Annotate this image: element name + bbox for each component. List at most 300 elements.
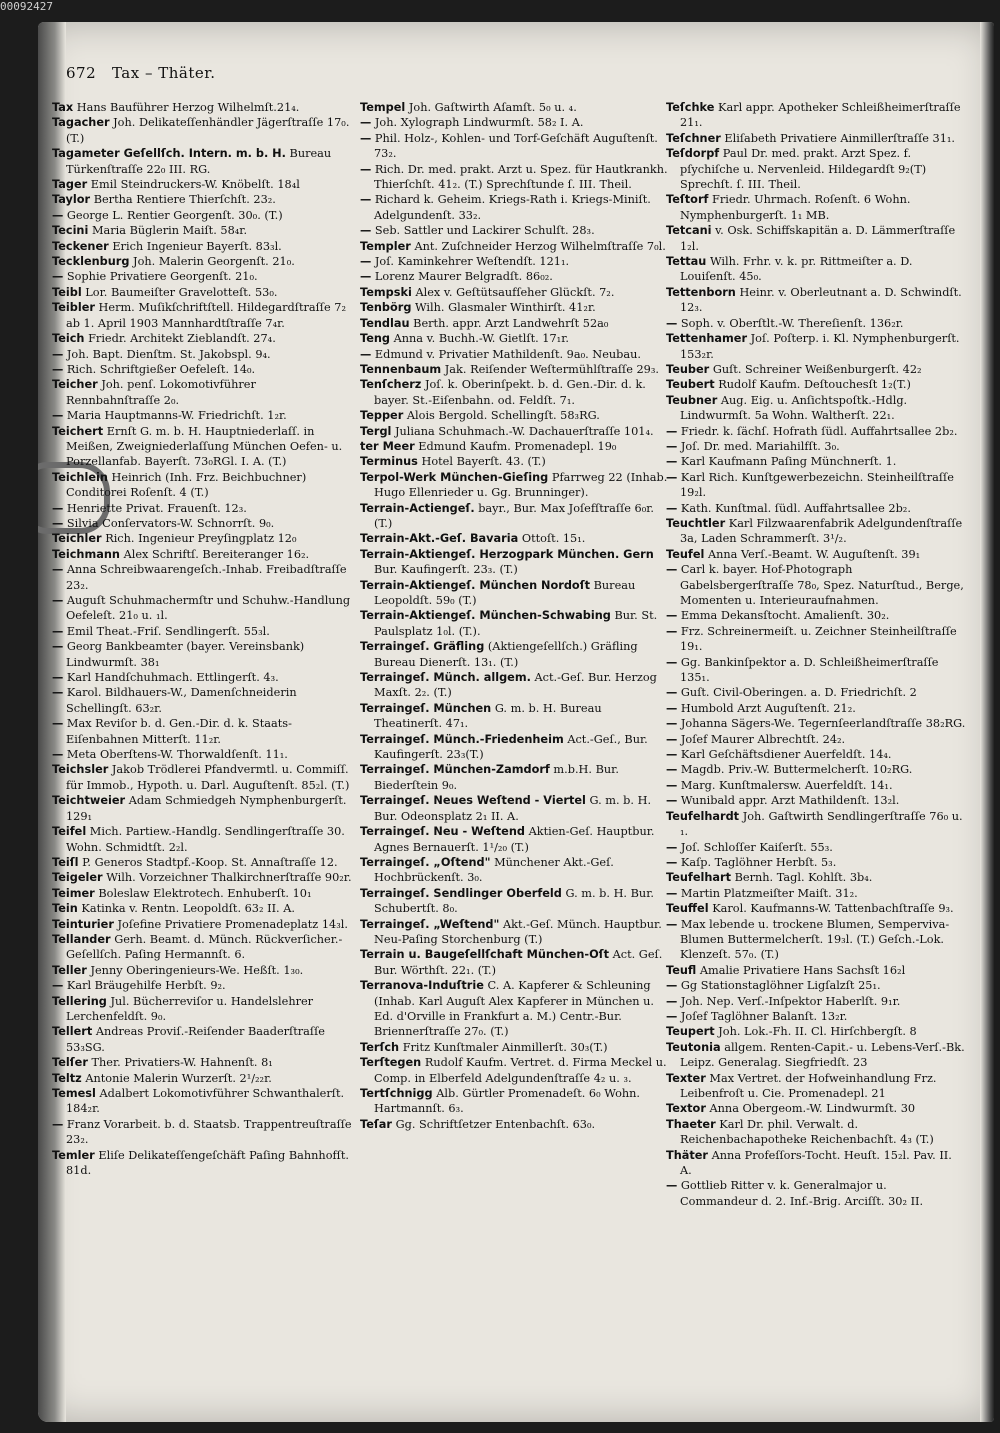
directory-entry (360, 578, 668, 609)
entry-details: Guſt. Schreiner Weißenburgerſt. 42₂ (712, 362, 922, 376)
entry-surname: Tein (52, 902, 78, 916)
directory-entry (360, 192, 668, 223)
entry-details: Aug. Eig. u. Anſichtspoſtk.-Hdlg. Lindwurmſt. 5a Wohn. Waltherſt. 22₁. (680, 393, 908, 423)
directory-entry (360, 670, 668, 701)
entry-details: Jak. Reiſender Weſtermühlſtraſſe 29₃. (444, 362, 659, 376)
entry-details: Paul Dr. med. prakt. Arzt Spez. f. pſychiſche u. Nervenleid. Hildegardſt 9₂(T) Sprechſt. ſ. III. Theil. (680, 147, 927, 192)
entry-surname: — (52, 594, 64, 607)
entry-surname: Teufelhardt (666, 809, 740, 823)
entry-surname: — (666, 655, 678, 669)
entry-details: Joh. Gaſtwirth Sendlingerſtraſſe 76₀ u. ₁. (680, 809, 963, 839)
page-number: 672 (66, 64, 97, 82)
directory-entry (52, 1024, 352, 1055)
directory-entry (52, 331, 352, 346)
entry-details: Karl Kaufmann Paſing Münchnerſt. 1. (680, 455, 897, 469)
entry-details: Friedr. Architekt Zieblandſt. 27₄. (88, 332, 276, 346)
entry-details: Anna v. Buchh.-W. Gietlſt. 17₁r. (393, 332, 569, 346)
entry-details: Lorenz Maurer Belgradſt. 86₀₂. (374, 270, 553, 284)
entry-surname: Tergl (360, 424, 392, 438)
entry-surname: — (360, 255, 372, 269)
entry-surname: — (666, 470, 678, 484)
entry-details: Joſef Maurer Albrechtſt. 24₂. (680, 732, 846, 746)
directory-entry (666, 316, 966, 331)
entry-surname: Teuber (666, 362, 710, 376)
entry-details: Jenny Oberingenieurs-We. Heßſt. 1₃₀. (90, 963, 304, 977)
entry-details: Guſt. Civil-Oberingen. a. D. Friedrichſt. 2 (680, 686, 917, 700)
entry-details: Ottoſt. 15₁. (521, 532, 586, 546)
directory-entry (52, 747, 352, 762)
entry-surname: — (52, 671, 64, 685)
entry-details: (Aktiengeſellſch.) Gräfling Bureau Dienerſt. 13₁. (T.) (374, 640, 638, 669)
entry-surname: Terraingeſ. Münch.-Friedenheim (360, 732, 564, 746)
page-header (66, 64, 216, 82)
entry-surname: Thäter (666, 1148, 709, 1162)
entry-surname: Teiſl (52, 855, 79, 869)
entry-details: Bertha Rentiere Thierſchſt. 23₂. (93, 193, 276, 207)
directory-entry (666, 685, 966, 700)
directory-entry (52, 886, 352, 901)
directory-entry (360, 239, 668, 254)
entry-details: Magdb. Priv.-W. Buttermelcherſt. 10₂RG. (680, 763, 913, 777)
directory-entry (52, 362, 352, 377)
entry-surname: — (52, 1117, 64, 1131)
entry-surname: Terraingeſ. „Oſtend" (360, 855, 491, 869)
entry-surname: Teſar (360, 1117, 392, 1131)
directory-entry (52, 501, 352, 516)
directory-entry (360, 947, 668, 978)
directory-entry (666, 131, 966, 146)
directory-entry (360, 855, 668, 886)
directory-entry (52, 1148, 352, 1179)
entry-details: Joh. Lok.-Fh. II. Cl. Hirſchbergſt. 8 (718, 1025, 917, 1039)
entry-surname: Tellander (52, 932, 111, 946)
entry-surname: — (360, 347, 372, 361)
entry-surname: Terrain-Aktiengeſ. München Nordoſt (360, 578, 591, 592)
entry-details: Jul. Bücherreviſor u. Handelslehrer Lerchenfeldſt. 9₀. (66, 994, 314, 1023)
entry-surname: Terraingeſ. Münch. allgem. (360, 671, 531, 685)
entry-details: Emil Theat.-Friſ. Sendlingerſt. 55₃l. (66, 624, 270, 638)
entry-surname: — (666, 563, 678, 577)
entry-details: Jakob Trödlerei Pfandvermtl. u. Commiſſ. für Immob., Hypoth. u. Darl. Auguſtenſt. 85₂l. (T.) (66, 763, 350, 792)
directory-entry (360, 470, 668, 501)
directory-entry (360, 439, 668, 454)
directory-entry (52, 408, 352, 423)
directory-entry (666, 840, 966, 855)
entry-details: Joſ. k. Oberinſpekt. b. d. Gen.-Dir. d. k. bayer. St.-Eiſenbahn. od. Feldſt. 7₁. (374, 378, 646, 407)
entry-details: G. m. b. H. Bur. Schubertſt. 8₀. (374, 886, 654, 916)
entry-details: Kath. Kunſtmal. ſüdl. Auffahrtsallee 2b₂. (680, 501, 911, 515)
entry-details: Alois Bergold. Schellingſt. 58₃RG. (406, 409, 600, 423)
directory-entry (360, 269, 668, 284)
directory-entry (52, 994, 352, 1025)
directory-entry (360, 347, 668, 362)
entry-surname: Terraingeſ. München (360, 701, 492, 715)
entry-surname: Tendlau (360, 316, 410, 330)
entry-details: Friedr. k. ſächſ. Hofrath ſüdl. Auffahrtsallee 2b₂. (680, 424, 958, 438)
entry-details: Act.-Geſ. Bur. Herzog Maxſt. 2₂. (T.) (374, 671, 657, 700)
entry-details: Fritz Kunſtmaler Ainmillerſt. 30₃(T.) (402, 1040, 608, 1054)
entry-details: bayr., Bur. Max Joſefſtraſſe 6₀r. (T.) (374, 501, 655, 530)
entry-surname: Teich (52, 332, 85, 346)
directory-entry (666, 377, 966, 392)
entry-surname: — (666, 855, 678, 869)
entry-details: v. Osk. Schiffskapitän a. D. Lämmerſtraſſe 1₂l. (680, 224, 956, 253)
entry-surname: Terrain-Aktiengeſ. Herzogpark München. Gern (360, 547, 654, 561)
entry-details: Joh. penſ. Lokomotivführer Rennbahnſtraſſe 2₀. (66, 378, 256, 407)
entry-surname: Taylor (52, 193, 91, 207)
entry-surname: Terraingeſ. Sendlinger Oberfeld (360, 886, 562, 900)
entry-surname: Tager (52, 178, 88, 192)
entry-details: Bur. Kaufingerſt. 23₃. (T.) (374, 563, 518, 577)
entry-surname: Tellering (52, 994, 107, 1008)
directory-entry (666, 146, 966, 192)
entry-details: Wilh. Vorzeichner Thalkirchnerſtraſſe 90₂r. (106, 871, 352, 885)
entry-details: Joh. Delikateſſenhändler Jägerſtraſſe 17₀. (T.) (66, 116, 350, 145)
directory-entry (52, 870, 352, 885)
entry-details: Carl k. bayer. Hof-Photograph Gabelsbergerſtraſſe 78₀, Spez. Naturſtud., Berge, Momenten u. Interieuraufnahmen. (680, 563, 964, 607)
directory-entry (52, 285, 352, 300)
directory-entry (52, 531, 352, 546)
directory-entry (666, 501, 966, 516)
directory-entry (360, 608, 668, 639)
entry-surname: — (666, 763, 678, 777)
entry-surname: — (52, 516, 64, 530)
entry-details: Friedr. Uhrmach. Roſenſt. 6 Wohn. Nymphenburgerſt. 1₁ MB. (680, 193, 911, 222)
directory-entry (666, 223, 966, 254)
entry-details: Rich. Schriftgießer Oefeleſt. 14₀. (66, 362, 256, 376)
entry-details: Berth. appr. Arzt Landwehrſt 52a₀ (413, 316, 609, 330)
entry-details: Ernſt G. m. b. H. Hauptniederlaſſ. in Meißen, Zweigniederlaſſung München Oefen- u. Porzellanfab. Bayerſt. 73₀RGl. I. A. (T.) (66, 424, 343, 469)
entry-surname: — (52, 501, 64, 515)
entry-surname: — (666, 1179, 678, 1193)
directory-entry (666, 624, 966, 655)
directory-entry (52, 1055, 352, 1070)
entry-surname: Tax (52, 101, 74, 114)
entry-surname: Thaeter (666, 1117, 716, 1131)
entry-details: Katinka v. Rentn. Leopoldſt. 63₂ II. A. (81, 902, 295, 916)
entry-details: Pfarrweg 22 (Inhab. Hugo Ellenrieder u. Gg. Brunninger). (374, 470, 668, 500)
entry-surname: Tagameter Geſellſch. Intern. m. b. H. (52, 147, 286, 161)
directory-entry (666, 701, 966, 716)
entry-details: Frz. Schreinermeiſt. u. Zeichner Steinheilſtraſſe 19₁. (680, 624, 957, 654)
entry-surname: Teſchner (666, 131, 721, 145)
entry-details: Karol. Bildhauers-W., Damenſchneiderin Schellingſt. 63₂r. (66, 686, 297, 715)
entry-surname: Tertſchnigg (360, 1087, 433, 1100)
entry-details: Martin Platzmeiſter Maiſt. 31₂. (680, 886, 858, 900)
directory-entry (360, 547, 668, 578)
directory-entry (52, 932, 352, 963)
entry-details: Alb. Gürtler Promenadeſt. 6₀ Wohn. Hartmannſt. 6₃. (374, 1087, 641, 1116)
entry-details: Johanna Sägers-We. Tegernſeerlandſtraſſe 38₂RG. (680, 717, 966, 731)
directory-entry (666, 424, 966, 439)
entry-surname: Tettenhamer (666, 332, 748, 346)
entry-details: Anna Verſ.-Beamt. W. Auguſtenſt. 39₁ (707, 547, 921, 561)
entry-details: Eliſabeth Privatiere Ainmillerſtraſſe 31₁. (724, 131, 956, 145)
directory-entry (360, 316, 668, 331)
directory-entry (666, 1024, 966, 1039)
entry-details: Karl Handſchuhmach. Ettlingerſt. 4₃. (66, 671, 279, 685)
directory-entry (360, 377, 668, 408)
directory-entry (666, 439, 966, 454)
entry-details: Joh. Nep. Verſ.-Inſpektor Haberlſt. 9₁r. (680, 994, 901, 1008)
entry-surname: — (52, 717, 64, 731)
entry-surname: Terraingeſ. Gräfling (360, 640, 485, 654)
directory-entry (360, 362, 668, 377)
directory-entry (52, 208, 352, 223)
entry-details: Rudolf Kaufm. Deſtouchesſt 1₂(T.) (718, 378, 911, 392)
entry-details: Gottlieb Ritter v. k. Generalmajor u. Commandeur d. 2. Inf.-Brig. Arciſſt. 30₂ II. (680, 1179, 924, 1208)
directory-entry (52, 269, 352, 284)
directory-entry (360, 793, 668, 824)
entry-surname: Teufelhart (666, 871, 731, 885)
entry-surname: Teifel (52, 825, 87, 839)
entry-surname: — (52, 979, 64, 993)
entry-surname: Teltz (52, 1071, 82, 1085)
entry-details: Amalie Privatiere Hans Sachsſt 16₂l (699, 963, 906, 977)
directory-entry (666, 917, 966, 963)
directory-entry (360, 701, 668, 732)
entry-details: George L. Rentier Georgenſt. 30₀. (T.) (66, 208, 283, 222)
entry-surname: — (360, 131, 372, 145)
entry-details: Act.-Geſ., Bur. Kaufingerſt. 23₃(T.) (374, 732, 648, 762)
entry-surname: Tenbörg (360, 301, 412, 315)
directory-entry (666, 1148, 966, 1179)
entry-details: G. m. b. H. Bureau Theatinerſt. 47₁. (374, 701, 602, 731)
entry-surname: — (666, 717, 678, 731)
entry-surname: Terrain-Actiengeſ. (360, 501, 475, 515)
entry-details: Karl appr. Apotheker Schleißheimerſtraſſe 21₁. (680, 101, 961, 130)
entry-details: Juliana Schuhmach.-W. Dachauerſtraſſe 101₄. (395, 424, 654, 438)
entry-surname: Teuffel (666, 902, 709, 916)
directory-entry (666, 192, 966, 223)
directory-entry (360, 331, 668, 346)
entry-details: G. m. b. H. Bur. Odeonsplatz 2₁ II. A. (374, 794, 652, 823)
entry-details: Ant. Zuſchneider Herzog Wilhelmſtraſſe 7₀l. (414, 239, 666, 253)
entry-details: Adalbert Lokomotivführer Schwanthalerſt. 184₂r. (66, 1087, 345, 1116)
entry-details: Anna Schreibwaarengeſch.-Inhab. Freibadſtraſſe 23₂. (66, 563, 347, 592)
entry-surname: Teſchke (666, 101, 715, 114)
entry-details: Alex v. Geſtütsaufſeher Glückſt. 7₂. (415, 285, 615, 299)
entry-surname: Teng (360, 332, 390, 346)
entry-details: Aktien-Geſ. Hauptbur. Agnes Bernauerſt. 1¹/₂₀ (T.) (374, 825, 655, 854)
entry-surname: Teichlein (52, 470, 108, 484)
entry-details: Anna Profeſſors-Tocht. Heuſt. 15₂l. Pav. II. A. (680, 1148, 952, 1178)
directory-entry (666, 100, 966, 131)
entry-surname: Terſtegen (360, 1056, 422, 1070)
directory-entry (666, 793, 966, 808)
entry-details: Rich. Ingenieur Preyſingplatz 12₀ (105, 532, 297, 546)
entry-details: Joſefine Privatiere Promenadeplatz 14₃l. (117, 917, 348, 931)
entry-details: P. Generos Stadtpf.-Koop. St. Annaſtraſſe 12. (82, 855, 338, 869)
entry-details: Phil. Holz-, Kohlen- und Torf-Geſchäft Auguſtenſt. 73₂. (374, 131, 658, 161)
entry-surname: Teicher (52, 378, 98, 392)
directory-entry (360, 732, 668, 763)
directory-entry (360, 824, 668, 855)
entry-details: Richard k. Geheim. Kriegs-Rath i. Kriegs-Miniſt. Adelgundenſt. 33₂. (374, 193, 651, 222)
directory-entry (52, 562, 352, 593)
entry-surname: Teibl (52, 285, 82, 299)
entry-surname: — (666, 624, 678, 638)
entry-surname: Tettenborn (666, 285, 736, 299)
directory-entry (52, 239, 352, 254)
entry-surname: — (666, 979, 678, 993)
directory-entry (52, 624, 352, 639)
entry-details: Georg Bankbeamter (bayer. Vereinsbank) Lindwurmſt. 38₁ (66, 640, 305, 669)
entry-details: Auguſt Schuhmachermſtr und Schuhw.-Handlung Oefeleſt. 21₀ u. ₁l. (66, 594, 351, 623)
entry-details: Gg Stationstaglöhner Ligſalzſt 25₁. (680, 979, 881, 993)
entry-surname: Tempel (360, 101, 406, 114)
entry-details: Erich Ingenieur Bayerſt. 83₃l. (112, 239, 282, 253)
entry-details: Gerh. Beamt. d. Münch. Rückverſicher.-Geſellſch. Paſing Hermannſt. 6. (66, 932, 343, 962)
entry-surname: — (52, 686, 64, 700)
entry-details: Andreas Proviſ.-Reiſender Baaderſtraſſe 53₃SG. (66, 1025, 325, 1054)
entry-details: Bur. St. Paulsplatz 1₀l. (T.). (374, 609, 658, 638)
entry-surname: — (360, 116, 372, 130)
entry-details: Joh. Xylograph Lindwurmſt. 58₂ I. A. (374, 116, 584, 130)
directory-entry (52, 917, 352, 932)
entry-surname: — (360, 270, 372, 284)
entry-surname: Teckener (52, 239, 109, 253)
entry-details: Maria Hauptmanns-W. Friedrichſt. 1₂r. (66, 409, 287, 423)
column-3 (666, 100, 966, 1209)
page-edge (980, 22, 994, 1422)
entry-surname: Tecini (52, 224, 89, 238)
directory-entry (666, 1009, 966, 1024)
entry-details: Emil Steindruckers-W. Knöbelſt. 18₄l (90, 178, 300, 192)
entry-surname: Teinturier (52, 917, 114, 931)
directory-entry (52, 300, 352, 331)
directory-entry (52, 223, 352, 238)
entry-details: Karl Bräugehilfe Herbſt. 9₂. (66, 979, 226, 993)
entry-surname: Teufl (666, 963, 697, 977)
entry-details: Joſ. Kaminkehrer Weſtendſt. 121₁. (374, 255, 570, 269)
entry-details: Gg. Schriftſetzer Entenbachſt. 63₀. (395, 1117, 596, 1131)
directory-entry (360, 408, 668, 423)
entry-details: C. A. Kapferer & Schleuning (Inhab. Karl Auguſt Alex Kapferer in München u. Ed. d'Orville in Frankfurt a. M.) Centr.-Bur. Briennerſtraſſe 27₀. (T.) (374, 979, 654, 1039)
entry-surname: Teufel (666, 547, 705, 561)
directory-entry (360, 978, 668, 1040)
entry-surname: — (666, 439, 678, 453)
entry-surname: Tepper (360, 409, 404, 423)
directory-entry (360, 917, 668, 948)
directory-entry (360, 285, 668, 300)
directory-entry (360, 162, 668, 193)
entry-surname: Temler (52, 1148, 95, 1162)
directory-entry (360, 254, 668, 269)
entry-details: Joh. Malerin Georgenſt. 21₀. (133, 255, 295, 269)
directory-entry (666, 716, 966, 731)
directory-entry (52, 516, 352, 531)
entry-details: Joh. Gaſtwirth Aſamſt. 5₀ u. ₄. (408, 101, 577, 114)
entry-details: Soph. v. Oberſtlt.-W. Thereſienſt. 136₂r. (680, 316, 904, 330)
scan-id: 00092427 (0, 0, 53, 13)
entry-details: allgem. Renten-Capit.- u. Lebens-Verſ.-Bk. Leipz. Generalag. Siegfriedſt. 23 (680, 1040, 965, 1070)
directory-entry (360, 886, 668, 917)
entry-details: Karl Filzwaarenfabrik Adelgundenſtraſſe 3a, Laden Schrammerſt. 3¹/₂. (680, 516, 963, 546)
entry-surname: Terſch (360, 1040, 400, 1054)
entry-details: Humbold Arzt Auguſtenſt. 21₂. (680, 701, 856, 715)
directory-entry (52, 424, 352, 470)
entry-details: Max lebende u. trockene Blumen, Semperviva-Blumen Buttermelcherſt. 19₃l. (T.) Geſch.-Lok. Klenzeſt. 57₀. (T.) (680, 917, 950, 962)
entry-details: Seb. Sattler und Lackirer Schulſt. 28₃. (374, 224, 595, 238)
entry-details: Münchener Akt.-Geſ. Hochbrückenſt. 3₀. (374, 855, 614, 885)
entry-surname: Teichsler (52, 763, 109, 777)
entry-details: Franz Vorarbeit. b. d. Staatsb. Trappentreuſtraſſe 23₂. (66, 1117, 352, 1147)
directory-entry (52, 716, 352, 747)
directory-entry (52, 115, 352, 146)
entry-surname: — (666, 917, 678, 931)
entry-surname: Tellert (52, 1025, 93, 1039)
directory-entry (52, 1117, 352, 1148)
directory-entry (52, 146, 352, 177)
entry-details: Bureau Türkenſtraſſe 22₀ III. RG. (66, 147, 332, 176)
directory-entry (666, 901, 966, 916)
directory-entry (666, 454, 966, 469)
entry-surname: — (666, 455, 678, 469)
entry-details: Wunibald appr. Arzt Mathildenſt. 13₂l. (680, 794, 900, 808)
entry-surname: Teigeler (52, 871, 103, 885)
directory-entry (360, 454, 668, 469)
directory-entry (52, 855, 352, 870)
entry-details: Akt.-Geſ. Münch. Hauptbur. Neu-Paſing Storchenburg (T.) (374, 917, 662, 946)
directory-entry (666, 608, 966, 623)
entry-details: Act. Geſ. Bur. Wörthſt. 22₁. (T.) (374, 948, 663, 977)
directory-entry (360, 639, 668, 670)
directory-entry (666, 963, 966, 978)
entry-details: Emma Dekansſtocht. Amalienſt. 30₂. (680, 609, 890, 623)
directory-entry (666, 994, 966, 1009)
directory-entry (666, 547, 966, 562)
directory-entry (360, 531, 668, 546)
directory-entry (52, 963, 352, 978)
directory-entry (52, 793, 352, 824)
directory-entry (360, 501, 668, 532)
entry-surname: — (52, 362, 64, 376)
directory-entry (666, 1117, 966, 1148)
entry-surname: — (52, 624, 64, 638)
entry-details: Max Reviſor b. d. Gen.-Dir. d. k. Staats-Eiſenbahnen Mitterſt. 11₂r. (66, 717, 292, 746)
directory-entry (52, 254, 352, 269)
directory-entry (52, 639, 352, 670)
entry-surname: — (666, 778, 678, 792)
entry-surname: Teupert (666, 1025, 715, 1039)
entry-surname: Terraingeſ. München-Zamdorf (360, 763, 550, 777)
entry-details: Ther. Privatiers-W. Hahnenſt. 8₁ (91, 1056, 273, 1070)
entry-details: Joh. Bapt. Dienſtm. St. Jakobspl. 9₄. (66, 347, 271, 361)
entry-surname: Teubner (666, 393, 718, 407)
directory-entry (52, 377, 352, 408)
directory-entry (666, 516, 966, 547)
directory-entry (666, 1071, 966, 1102)
entry-surname: Terrain u. Baugeſellſchaft München-Oſt (360, 948, 609, 962)
directory-entry (666, 978, 966, 993)
entry-details: Bureau Leopoldſt. 59₀ (T.) (374, 578, 636, 607)
directory-entry (52, 470, 352, 501)
entry-surname: Tetcani (666, 224, 712, 238)
entry-details: Boleslaw Elektrotech. Enhuberſt. 10₁ (98, 886, 312, 900)
directory-entry (666, 886, 966, 901)
entry-details: Maria Büglerin Maiſt. 58₄r. (91, 224, 248, 238)
directory-entry (666, 747, 966, 762)
entry-surname: Teibler (52, 301, 95, 315)
directory-entry (360, 762, 668, 793)
entry-surname: Teſtorf (666, 193, 709, 207)
entry-details: Karl Dr. phil. Verwalt. d. Reichenbachapotheke Reichenbachſt. 4₃ (T.) (680, 1117, 934, 1147)
entry-surname: — (52, 563, 64, 577)
entry-details: Wilh. Frhr. v. k. pr. Rittmeiſter a. D. Louiſenſt. 45₀. (680, 255, 913, 284)
directory-entry (52, 824, 352, 855)
running-title: Tax – Thäter. (111, 64, 216, 82)
